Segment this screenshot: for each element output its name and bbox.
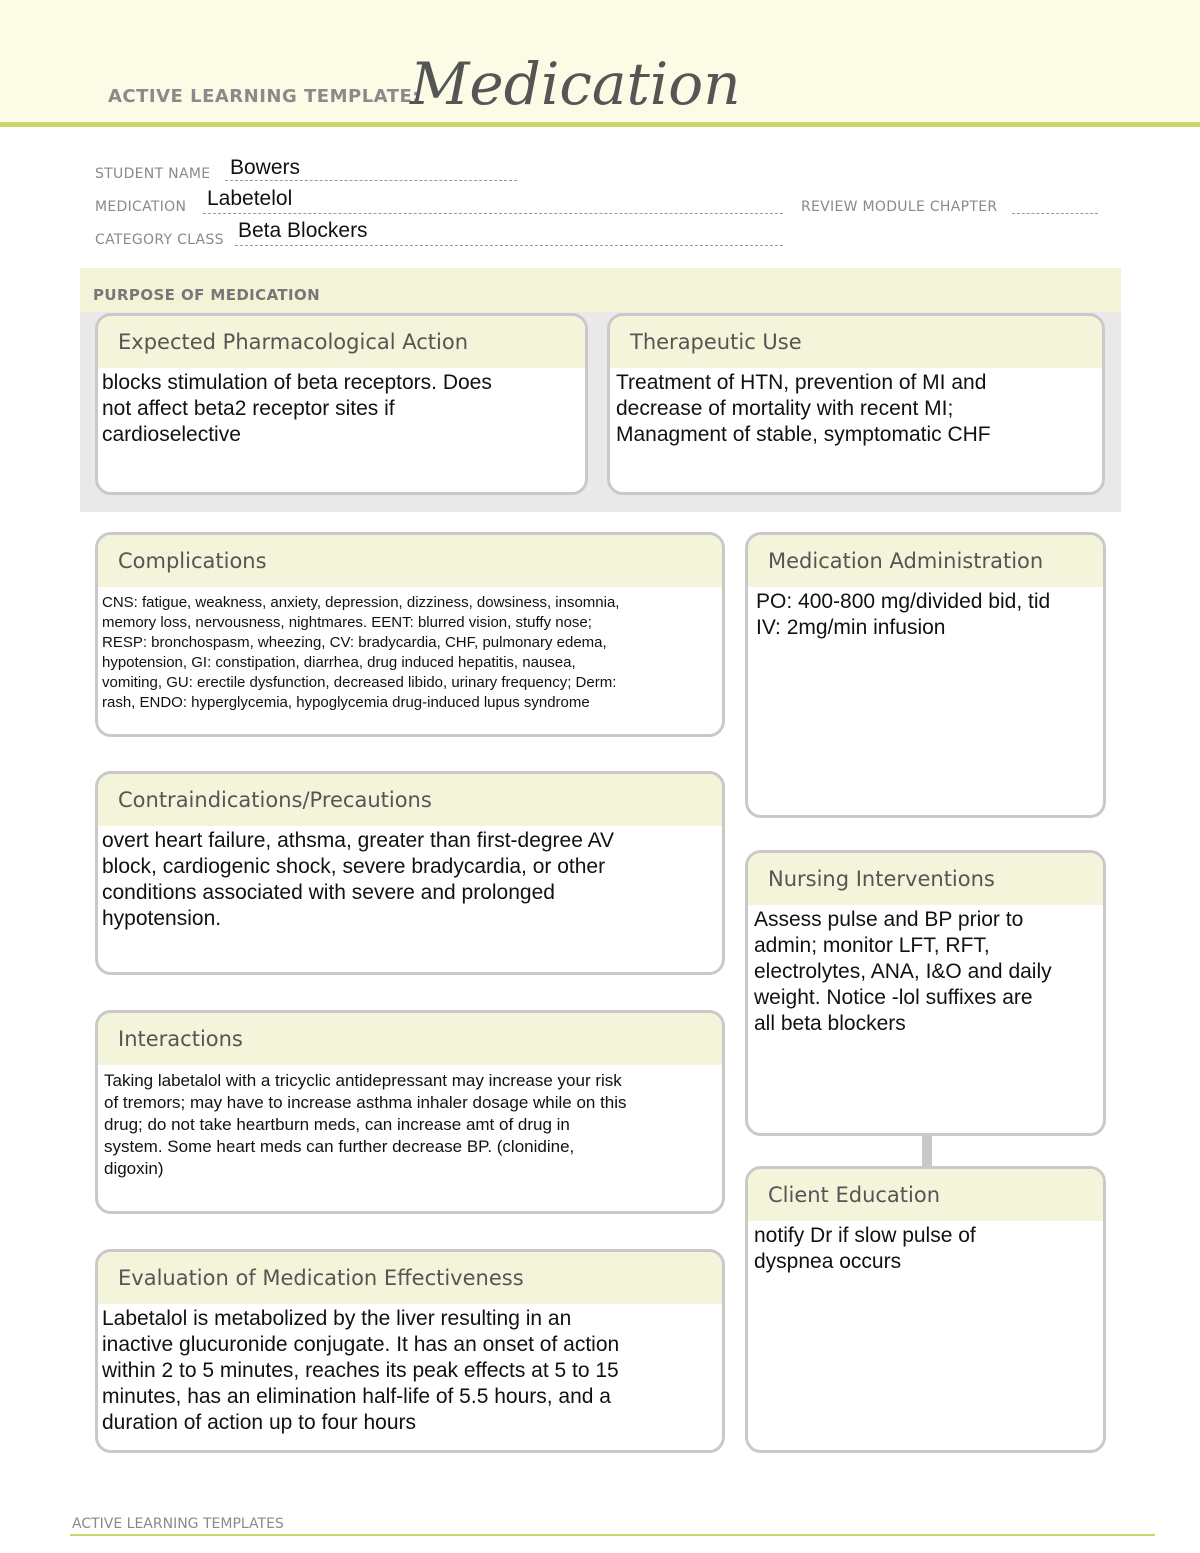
category-class-label: CATEGORY CLASS bbox=[95, 232, 224, 248]
expected-action-card bbox=[95, 313, 588, 495]
evaluation-title: Evaluation of Medication Effectiveness bbox=[98, 1252, 722, 1304]
purpose-label: PURPOSE OF MEDICATION bbox=[93, 286, 321, 304]
complications-card bbox=[95, 532, 725, 737]
complications-title: Complications bbox=[98, 535, 722, 587]
category-class-line bbox=[235, 245, 783, 246]
medication-label: MEDICATION bbox=[95, 199, 187, 215]
student-name-field[interactable]: Bowers bbox=[230, 156, 301, 179]
interactions-card bbox=[95, 1010, 725, 1214]
nursing-interventions-text[interactable]: Assess pulse and BP prior to admin; monitor LFT, RFT, electrolytes, ANA, I&O and daily weight. Notice -lol suffixes are all beta blockers bbox=[754, 908, 1052, 1035]
medication-administration-text[interactable]: PO: 400-800 mg/divided bid, tid IV: 2mg/min infusion bbox=[756, 590, 1051, 639]
medication-administration-card bbox=[745, 532, 1106, 818]
review-module-label: REVIEW MODULE CHAPTER bbox=[801, 199, 998, 215]
contraindications-title: Contraindications/Precautions bbox=[98, 774, 722, 826]
template-label: ACTIVE LEARNING TEMPLATE: bbox=[108, 86, 420, 107]
header-divider bbox=[0, 122, 1200, 127]
client-education-title: Client Education bbox=[748, 1169, 1103, 1221]
student-name-label: STUDENT NAME bbox=[95, 166, 211, 182]
review-module-line bbox=[1012, 213, 1098, 214]
footer-divider bbox=[70, 1534, 1155, 1536]
interactions-title: Interactions bbox=[98, 1013, 722, 1065]
client-education-card bbox=[745, 1166, 1106, 1453]
therapeutic-use-card bbox=[607, 313, 1105, 495]
footer-label: ACTIVE LEARNING TEMPLATES bbox=[72, 1516, 284, 1532]
expected-action-title: Expected Pharmacological Action bbox=[98, 316, 585, 368]
interactions-text[interactable]: Taking labetalol with a tricyclic antidepressant may increase your risk of tremors; may have to increase asthma inhaler dosage while on this drug; do not take heartburn meds, can increase amt of drug in system. Some heart meds can further decrease BP. (clonidine, digoxin) bbox=[104, 1071, 627, 1178]
contraindications-card bbox=[95, 771, 725, 975]
contraindications-text[interactable]: overt heart failure, athsma, greater than first-degree AV block, cardiogenic shock, severe bradycardia, or other conditions associated with severe and prolonged hypotension. bbox=[102, 829, 615, 930]
nursing-interventions-title: Nursing Interventions bbox=[748, 853, 1103, 905]
medication-administration-title: Medication Administration bbox=[748, 535, 1103, 587]
evaluation-text[interactable]: Labetalol is metabolized by the liver resulting in an inactive glucuronide conjugate. It has an onset of action within 2 to 5 minutes, reaches its peak effects at 5 to 15 minutes, has an elimination half-life of 5.5 hours, and a duration of action up to four hours bbox=[102, 1307, 620, 1434]
medication-field[interactable]: Labetelol bbox=[207, 187, 293, 210]
complications-text[interactable]: CNS: fatigue, weakness, anxiety, depression, dizziness, dowsiness, insomnia, memory loss, nervousness, nightmares. EENT: blurred vision, stuffy nose; RESP: bronchospasm, wheezing, CV: bradycardia, CHF, pulmonary edema, hypotension, GI: constipation, diarrhea, drug induced hepatitis, nausea, vomiting, GU: erectile dysfunction, decreased libido, urinary frequency; Derm: rash, ENDO: hyperglycemia, hypoglycemia drug-induced lupus syndrome bbox=[102, 594, 620, 711]
category-class-field[interactable]: Beta Blockers bbox=[238, 219, 368, 242]
nursing-interventions-card bbox=[745, 850, 1106, 1136]
therapeutic-use-text[interactable]: Treatment of HTN, prevention of MI and decrease of mortality with recent MI; Managment of stable, symptomatic CHF bbox=[616, 371, 991, 446]
evaluation-card bbox=[95, 1249, 725, 1453]
card-connector bbox=[922, 1136, 932, 1166]
therapeutic-use-title: Therapeutic Use bbox=[610, 316, 1102, 368]
template-title: Medication bbox=[410, 50, 741, 118]
medication-line bbox=[203, 213, 783, 214]
student-name-line bbox=[225, 180, 517, 181]
expected-action-text[interactable]: blocks stimulation of beta receptors. Does not affect beta2 receptor sites if cardioselective bbox=[102, 371, 492, 446]
client-education-text[interactable]: notify Dr if slow pulse of dyspnea occurs bbox=[754, 1224, 976, 1273]
